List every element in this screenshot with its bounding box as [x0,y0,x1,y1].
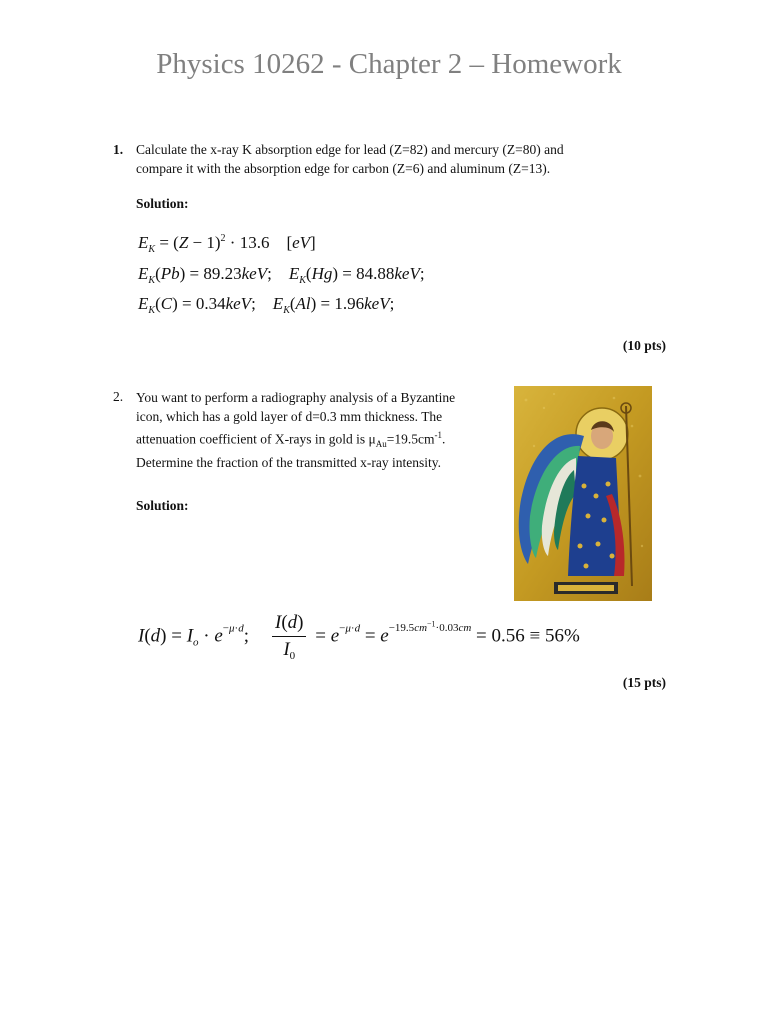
problem-1-points: (10 pts) [622,338,666,353]
problem-2-question: You want to perform a radiography analysis of a Byzantine icon, which has a gold layer of d=0.3 mm thickness. The attenuation coefficient of X-rays in gold is $\mu_{Au}=19.5cm^{-1}$. Determine the fraction of the transmitted x-ray intensity. [136,390,456,470]
problem-1-number: 1. [113,142,124,157]
problem-2-number: 2. [113,389,124,404]
problem-1-solution-label: Solution: [136,196,189,211]
equation-k-edge-formula: $E_K = (Z - 1)^2 \cdot 13.6$ [eV] [138,233,316,255]
equation-pb-hg-values: $E_K(Pb) = 89.23keV$; $E_K(Hg) = 84.88keV$; [138,264,425,286]
equation-c-al-values: $E_K(C) = 0.34keV$; $E_K(Al) = 1.96keV$; [138,294,395,316]
byzantine-archangel-icon [514,386,652,601]
problem-1-question: Calculate the x-ray K absorption edge for lead (Z=82) and mercury (Z=80) and compare it with the absorption edge for carbon (Z=6) and aluminum (Z=13). [136,142,564,176]
equation-transmitted-fraction: $I(d) = I_o \cdot e^{-\mu\cdot d}$; $\frac{I(d)}{I_0}$ = $e^{-\mu\cdot d} = e^{-19.5cm^{-1}\cdot 0.03cm} = 0.56 \equiv 56\%$ [138,612,580,662]
problem-2-points: (15 pts) [622,675,666,690]
problem-2-solution-label: Solution: [136,498,189,513]
page-title: Physics 10262 - Chapter 2 – Homework [156,48,622,80]
